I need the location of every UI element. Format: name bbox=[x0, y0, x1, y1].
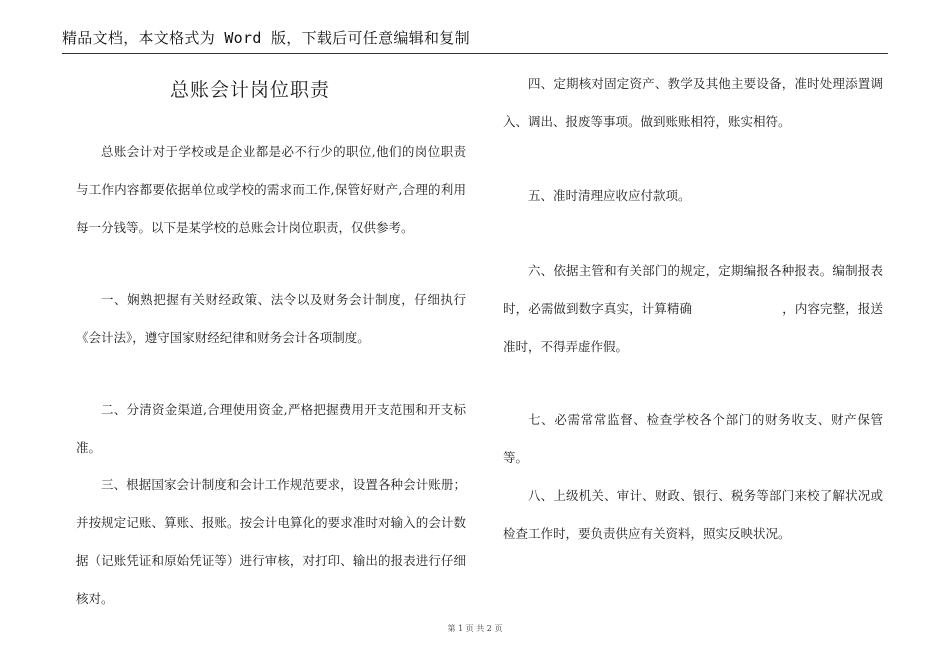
document-header: 精品文档，本文格式为 Word 版，下载后可任意编辑和复制 bbox=[62, 29, 470, 47]
duty-item-3: 三、根据国家会计制度和会计工作规范要求，设置各种会计账册；并按规定记账、算账、报账。按会计电算化的要求准时对输入的会计数据（记账凭证和原始凭证等）进行审核，对打印、输出的报表进行仔细核对。 bbox=[76, 477, 466, 606]
page-number: 第 1 页 共 2 页 bbox=[447, 624, 503, 633]
duty-item-4: 四、定期核对固定资产、教学及其他主要设备，准时处理添置调入、调出、报废等事项。做到账账相符，账实相符。 bbox=[503, 76, 883, 129]
document-title: 总账会计岗位职责 bbox=[169, 79, 330, 101]
duty-item-1: 一、娴熟把握有关财经政策、法令以及财务会计制度，仔细执行《会计法》，遵守国家财经纪律和财务会计各项制度。 bbox=[76, 292, 466, 345]
intro-paragraph: 总账会计对于学校或是企业都是必不行少的职位,他们的岗位职责与工作内容都要依据单位或学校的需求而工作,保管好财产,合理的利用每一分钱等。以下是某学校的总账会计岗位职责，仅供参考。 bbox=[76, 144, 466, 235]
duty-item-6 bbox=[503, 252, 883, 366]
duty-item-2: 二、分清资金渠道,合理使用资金,严格把握费用开支范围和开支标准。 bbox=[76, 402, 466, 455]
duty-item-6-part-2: ，内容完整，报送准时，不得弄虚作假。 bbox=[503, 301, 883, 354]
duty-item-7: 七、必需常常监督、检查学校各个部门的财务收支、财产保管等。 bbox=[503, 412, 883, 465]
duty-item-6-part-1: 六、依据主管和有关部门的规定，定期编报各种报表。编制报表时，必需做到数字真实，计算精确 bbox=[503, 263, 883, 316]
header-divider bbox=[62, 53, 888, 54]
duty-item-5: 五、准时清理应收应付款项。 bbox=[528, 188, 691, 203]
duty-item-8: 八、上级机关、审计、财政、银行、税务等部门来校了解状况或检查工作时，要负责供应有关资料，照实反映状况。 bbox=[503, 488, 883, 541]
